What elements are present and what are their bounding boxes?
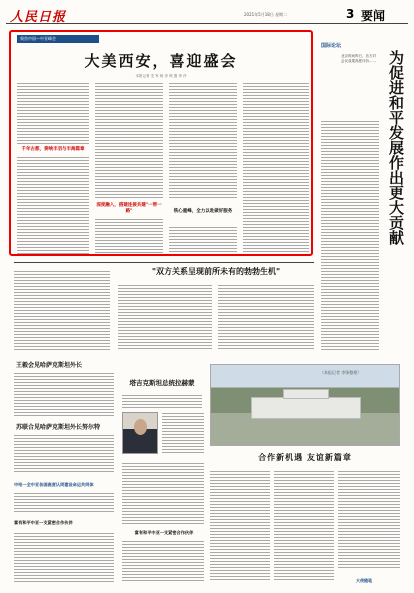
lead-body-text — [169, 226, 237, 254]
lead-body-text — [95, 82, 163, 200]
body-text — [14, 434, 114, 474]
face-shape — [134, 419, 147, 435]
story-headline-5: 中哈一全中亚各国高度认同建设命运共同体 — [14, 482, 94, 487]
body-text — [14, 372, 114, 416]
lead-subhead-1: 千年古都，奏响丰羽与丰海篇章 — [21, 147, 85, 152]
story-headline-4: 塔吉克斯坦总统拉赫蒙 — [129, 379, 195, 387]
portrait-photo — [122, 412, 158, 454]
lead-byline: 本报记者 龙 军 杨 彦 秋 德 李 莎 — [135, 74, 187, 78]
body-text — [14, 270, 110, 350]
story-headline-6b: 富有和平中亚一支紧密合作伙伴 — [134, 530, 194, 535]
body-text — [122, 394, 202, 408]
section-divider — [14, 262, 314, 263]
story-headline-2: 王毅会见哈萨克斯坦外长 — [16, 362, 83, 369]
story-headline-6: 富有和平中亚一支紧密合作伙伴 — [14, 520, 73, 525]
lead-story-box — [9, 30, 313, 256]
building-shape — [283, 389, 329, 399]
commentary-tag: 国际论坛 — [321, 43, 342, 49]
lead-kicker: 聚焦中国—中亚峰会 — [17, 35, 99, 43]
body-text — [14, 532, 114, 582]
body-text — [162, 412, 204, 454]
body-text — [210, 470, 270, 580]
page-section: 要闻 — [361, 9, 386, 23]
lead-body-text — [169, 82, 237, 200]
masthead — [6, 4, 408, 24]
lead-subhead-3: 铁心重峰，全力以赴做好服务 — [173, 209, 233, 214]
lead-body-text — [17, 82, 89, 144]
body-text — [274, 470, 334, 580]
lead-body-text — [243, 82, 309, 254]
footer-corner: 大使随笔 — [356, 578, 372, 583]
footer-credit: （本报记者 李锋整理） — [320, 370, 362, 375]
story-headline-3: 苏联合见哈萨克斯坦外长努尔特 — [16, 424, 101, 431]
body-text — [218, 284, 314, 350]
body-text — [118, 284, 212, 350]
body-text — [122, 540, 204, 582]
lead-subhead-2: 深度融入，搭建连接共建"一带一路" — [96, 203, 162, 214]
building-photo — [210, 364, 400, 446]
commentary-title: 为促进和平发展作出更大贡献 — [387, 50, 405, 245]
dateline: 2021年5月18日 星期二 — [244, 12, 288, 17]
commentary-lead: 北京时间昨日，各方对会议成果高度评价…… — [341, 54, 376, 63]
lead-headline: 大美西安，喜迎盛会 — [84, 52, 238, 70]
commentary-body-text — [321, 120, 379, 350]
story-headline-7: 合作新机遇 友谊新篇章 — [258, 452, 352, 462]
story-headline-1: "双方关系呈现前所未有的勃勃生机" — [151, 266, 281, 276]
body-text — [14, 492, 114, 514]
building-shape — [251, 397, 361, 419]
lead-body-text — [17, 156, 89, 254]
body-text — [122, 462, 204, 526]
page-number: 3 — [346, 7, 355, 21]
newspaper-logo: 人民日报 — [10, 10, 67, 25]
lead-body-text — [95, 218, 163, 254]
body-text — [338, 470, 400, 568]
